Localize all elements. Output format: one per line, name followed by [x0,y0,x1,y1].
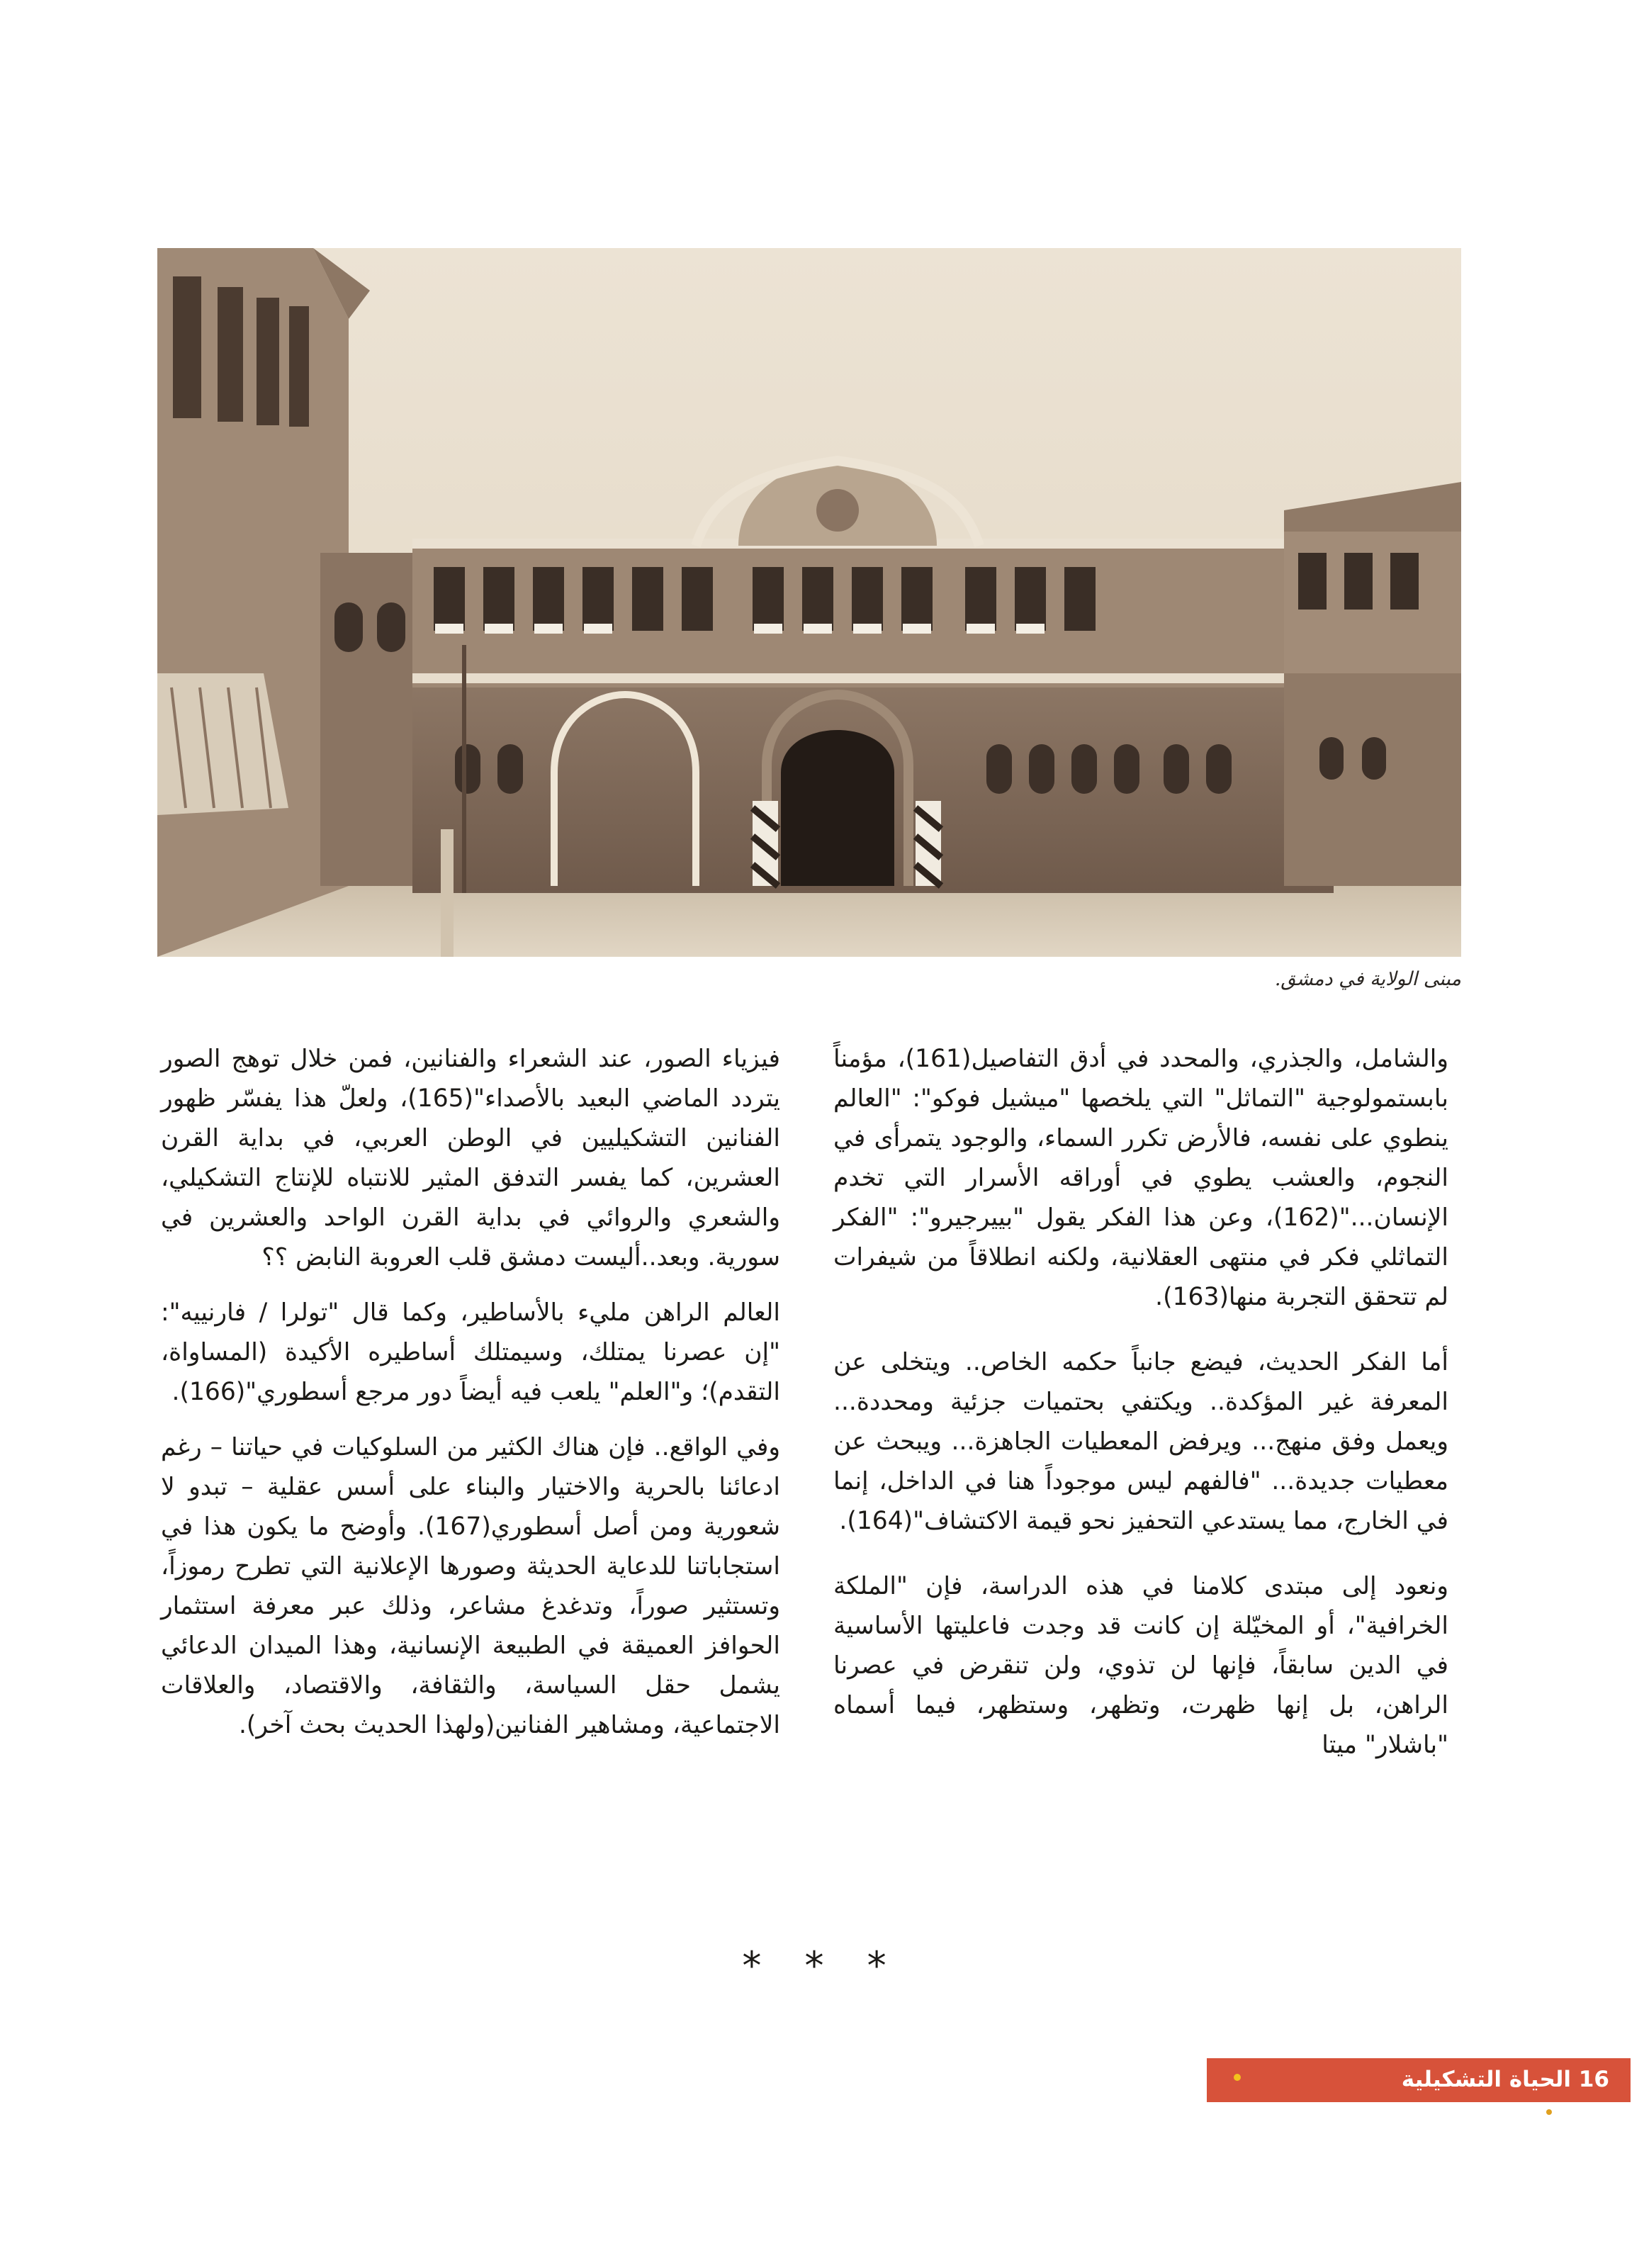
registration-mark-icon [1546,2109,1552,2115]
building-photo-drawing [157,248,1461,957]
text-column-right [833,1039,1448,1765]
photo-caption: مبنى الولاية في دمشق. [1274,968,1461,990]
text-column-left [161,1039,780,1745]
footer-label [1402,2067,1609,2092]
paragraph: العالم الراهن مليء بالأساطير، وكما قال "تولرا / فارنييه": "إن عصرنا يمتلك، وسيمتلك أساطيره الأكيدة (المساواة، التقدم)؛ و"العلم" يلعب فيه أيضاً دور مرجع أسطوري"(166). [161,1298,780,1406]
paragraph: والشامل، والجذري، والمحدد في أدق التفاصيل(161)، مؤمناً بابستمولوجية "التماثل" التي يلخصها "ميشيل فوكو": "العالم ينطوي على نفسه، فالأرض تكرر السماء، والوجود يتمرأى في النجوم، والعشب يطوي في أوراقه الأسرار التي تخدم الإنسان..."(162)، وعن هذا الفكر يقول "بييرجيرو": "الفكر التماثلي فكر في منتهى العقلانية، ولكنه انطلاقاً من شيفرات لم تتحقق التجربة منها(163). [833,1045,1448,1311]
footer-band [1207,2058,1631,2102]
footer-dot-icon [1234,2074,1241,2081]
paragraph: وفي الواقع.. فإن هناك الكثير من السلوكيات في حياتنا – رغم ادعائنا بالحرية والاختيار والبناء على أسس عقلية – تبدو لا شعورية ومن أصل أسطوري(167). وأوضح ما يكون هذا في استجاباتنا للدعاية الحديثة وصورها الإعلانية التي تطرح رموزاً، وتستثير صوراً، وتدغدغ مشاعر، وذلك عبر معرفة استثمار الحوافز العميقة في الطبيعة الإنسانية، وهذا الميدان الدعائي يشمل حقل السياسة، والثقافة، والاقتصاد، والعلاقات الاجتماعية، ومشاهير الفنانين(ولهذا الحديث بحث آخر). [161,1433,781,1739]
section-separator: * * * [742,1943,902,1988]
paragraph: أما الفكر الحديث، فيضع جانباً حكمه الخاص.. ويتخلى عن المعرفة غير المؤكدة.. ويكتفي بحتميات جزئية ومحددة... ويعمل وفق منهج... ويرفض المعطيات الجاهزة... ويبحث عن معطيات جديدة... "فالفهم ليس موجوداً هنا في الداخل، إنما في الخارج، مما يستدعي التحفيز نحو قيمة الاكتشاف"(164). [833,1348,1448,1535]
building-photo [157,248,1461,957]
paragraph: ونعود إلى مبتدى كلامنا في هذه الدراسة، فإن "الملكة الخرافية"، أو المخيّلة إن كانت قد وجدت فاعليتها الأساسية في الدين سابقاً، فإنها لن تذوي، ولن تنقرض في عصرنا الراهن، بل إنها ظهرت، وتظهر، وستظهر، فيما أسماه "باشلار" ميتا [833,1572,1448,1759]
paragraph: فيزياء الصور، عند الشعراء والفنانين، فمن خلال توهج الصور يتردد الماضي البعيد بالأصداء"(165)، ولعلّ هذا يفسّر ظهور الفنانين التشكيليين في الوطن العربي، في بداية القرن العشرين، كما يفسر التدفق المثير للانتباه للإنتاج التشكيلي، والشعري والروائي في بداية القرن الواحد والعشرين في سورية. وبعد..أليست دمشق قلب العروبة النابض ؟؟ [161,1045,780,1271]
magazine-title: الحياة التشكيلية [1401,2067,1572,2092]
page-number: 16 [1578,2067,1609,2092]
